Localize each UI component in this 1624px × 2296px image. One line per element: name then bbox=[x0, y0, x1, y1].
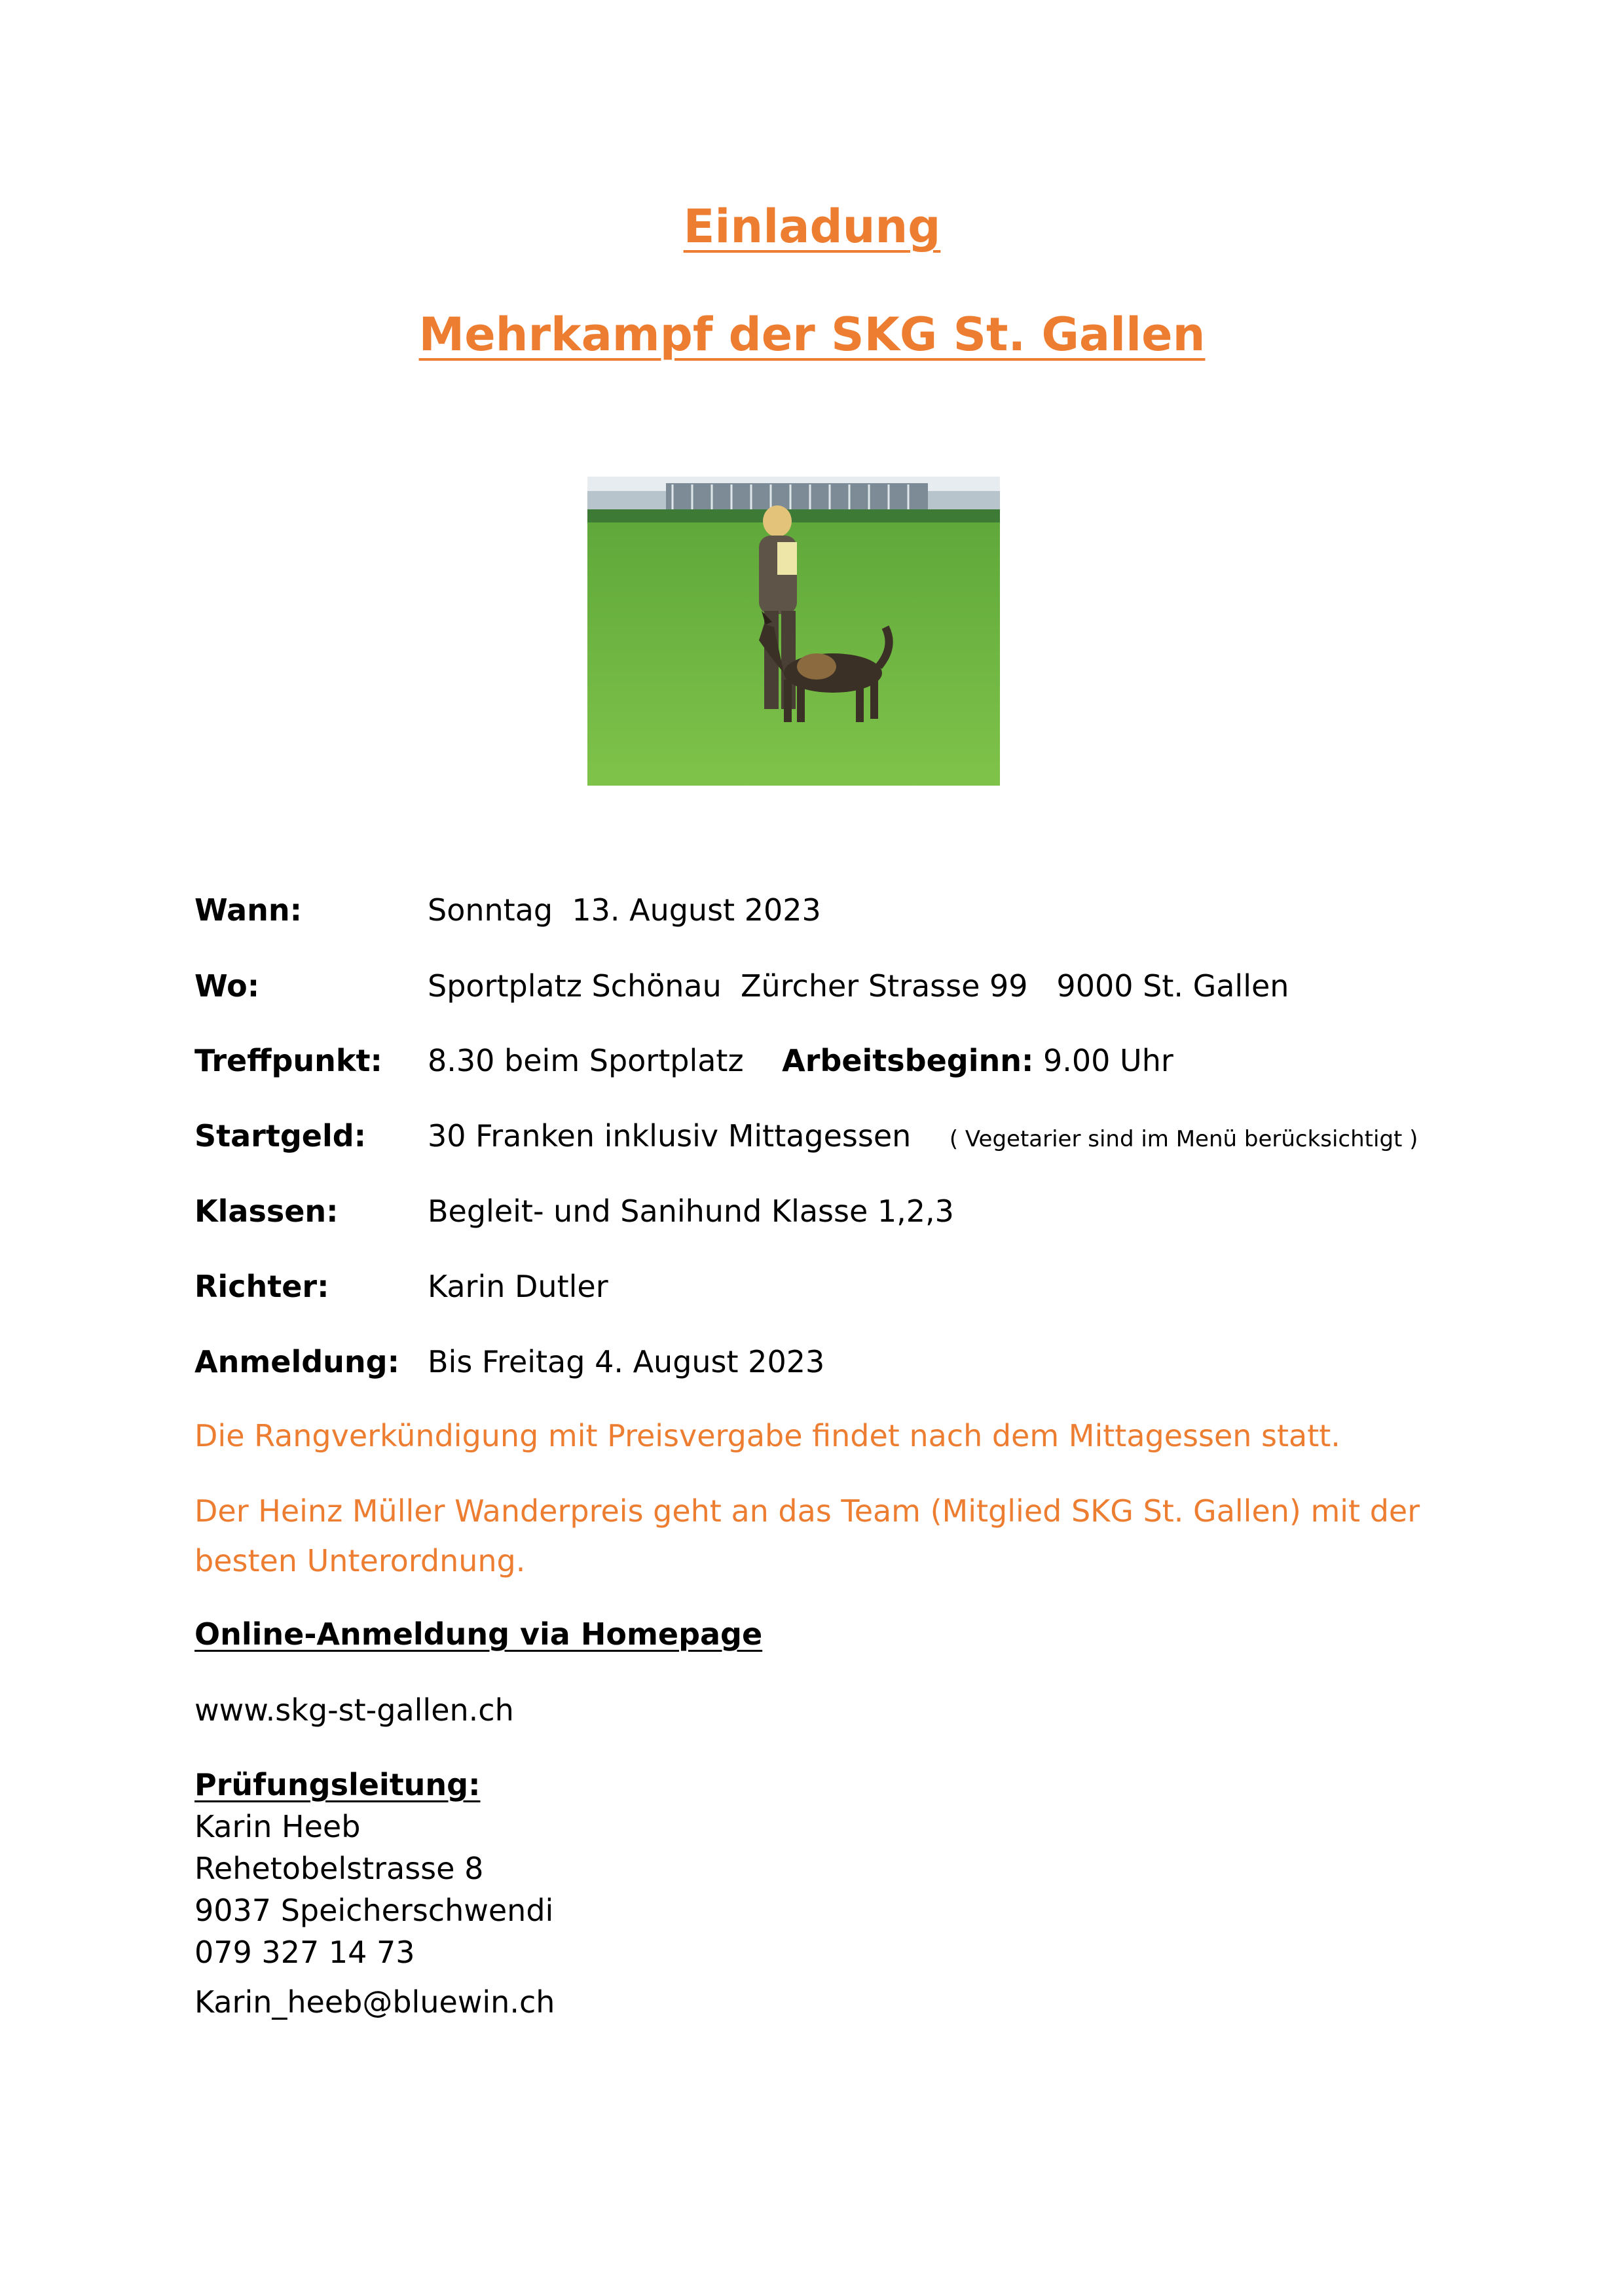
arbeitsbeginn-value: 9.00 Uhr bbox=[1043, 1043, 1173, 1078]
detail-value bbox=[428, 1116, 1418, 1159]
detail-value: Karin Dutler bbox=[428, 1269, 608, 1304]
contact-name: Karin Heeb bbox=[194, 1809, 361, 1844]
arbeitsbeginn-label: Arbeitsbeginn: bbox=[782, 1043, 1034, 1078]
contact-city: 9037 Speicherschwendi bbox=[194, 1893, 554, 1928]
page-subtitle: Mehrkampf der SKG St. Gallen bbox=[418, 308, 1206, 361]
note-prize-line1: Der Heinz Müller Wanderpreis geht an das Team (Mitglied SKG St. Gallen) mit der bbox=[194, 1493, 1420, 1529]
detail-value: Begleit- und Sanihund Klasse 1,2,3 bbox=[428, 1194, 954, 1229]
detail-value: Sonntag 13. August 2023 bbox=[428, 892, 821, 928]
homepage-link[interactable]: www.skg-st-gallen.ch bbox=[194, 1692, 514, 1728]
contact-heading: Prüfungsleitung: bbox=[194, 1767, 481, 1802]
detail-value bbox=[428, 1041, 1173, 1080]
contact-street: Rehetobelstrasse 8 bbox=[194, 1851, 484, 1886]
detail-label: Startgeld: bbox=[194, 1118, 367, 1154]
treffpunkt-value: 8.30 beim Sportplatz bbox=[428, 1043, 744, 1078]
contact-email[interactable]: Karin_heeb@bluewin.ch bbox=[194, 1984, 555, 2020]
page-title: Einladung bbox=[683, 200, 941, 253]
detail-value: Sportplatz Schönau Zürcher Strasse 99 9000 St. Gallen bbox=[428, 968, 1289, 1004]
detail-label: Richter: bbox=[194, 1269, 329, 1304]
note-prize-line2: besten Unterordnung. bbox=[194, 1543, 526, 1578]
startgeld-note: ( Vegetarier sind im Menü berücksichtigt ) bbox=[949, 1126, 1418, 1152]
detail-label: Treffpunkt: bbox=[194, 1043, 382, 1078]
online-heading: Online-Anmeldung via Homepage bbox=[194, 1616, 763, 1652]
detail-value: Bis Freitag 4. August 2023 bbox=[428, 1344, 825, 1379]
contact-block bbox=[194, 1764, 555, 2023]
detail-label: Klassen: bbox=[194, 1194, 339, 1229]
note-ranking: Die Rangverkündigung mit Preisvergabe findet nach dem Mittagessen statt. bbox=[194, 1418, 1340, 1453]
dog-training-photo bbox=[587, 477, 1000, 786]
detail-label: Wann: bbox=[194, 892, 303, 928]
detail-label: Wo: bbox=[194, 968, 260, 1004]
contact-phone: 079 327 14 73 bbox=[194, 1935, 415, 1970]
startgeld-value: 30 Franken inklusiv Mittagessen bbox=[428, 1118, 912, 1154]
detail-label: Anmeldung: bbox=[194, 1344, 399, 1379]
